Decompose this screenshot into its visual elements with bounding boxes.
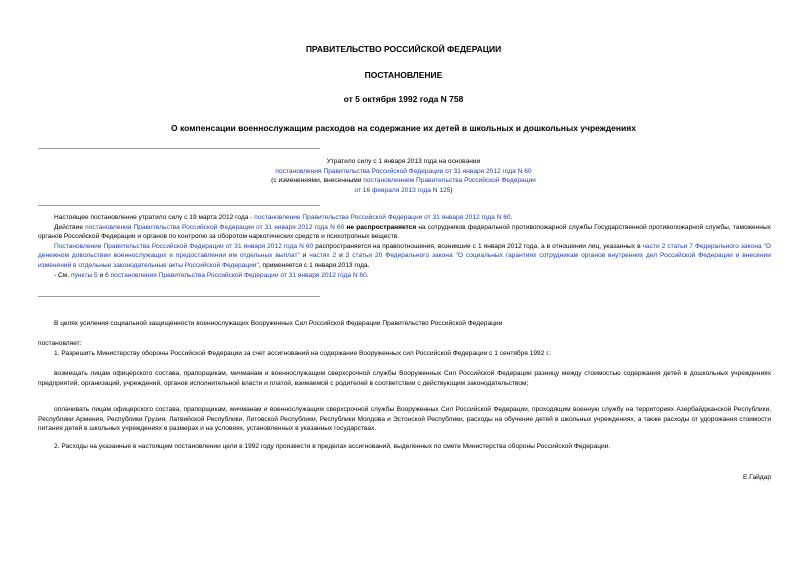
status-link-decree-125[interactable]: постановлением Правительства Российской Федерации bbox=[363, 177, 536, 185]
document-date-number: от 5 октября 1992 года N 758 bbox=[343, 94, 464, 104]
document-title: О компенсации военнослужащим расходов на содержание их детей в школьных и дошкольных учреждениях bbox=[171, 123, 636, 133]
note-text: Настоящее постановление утратило силу с 19 марта 2012 года - bbox=[54, 214, 255, 221]
note-text: - См. bbox=[54, 271, 71, 279]
note-text: на сотрудников федеральной противопожарной службы Государственной противопожарной службы, таможенных органов Российской Федерации и органов по контролю за оборотом наркотических средств и психотропных веществ. bbox=[38, 223, 771, 241]
note-text: распространяется на правоотношения, возникшие с 1 января 2012 года, а в отношении лиц, указанных в bbox=[313, 242, 643, 250]
note-link-decree-60[interactable]: постановление Правительства Российской Федерации от 31 января 2012 года N 60 bbox=[254, 214, 511, 221]
note-link-item-5[interactable]: пункты 5 bbox=[71, 271, 98, 279]
note-link-item-6[interactable]: 6 постановления Правительства Российской Федерации от 31 января 2012 года N 60 bbox=[105, 271, 367, 279]
item-1: 1. Разрешить Министерству обороны Российской Федерации за счет ассигнований на содержание Вооруженных сил Российской Федерации с 1 сентября 1992 г.: bbox=[54, 350, 552, 357]
status-link-decree-60[interactable]: постановления Правительства Российской Федерации от 31 января 2012 года N 60 bbox=[275, 167, 532, 175]
note-see-also bbox=[38, 271, 771, 281]
status-link-decree-125-date[interactable]: от 16 февраля 2013 года N 125 bbox=[354, 186, 451, 194]
document-type: ПОСТАНОВЛЕНИЕ bbox=[364, 70, 443, 80]
note-text: . bbox=[366, 271, 369, 279]
signature: Е.Гайдар bbox=[743, 474, 771, 481]
note-text: и bbox=[336, 252, 346, 260]
note-text: , применяется с 1 января 2013 года. bbox=[258, 261, 370, 269]
note-repealed bbox=[38, 213, 771, 223]
item-1-b: оплачивать лицам офицерского состава, прапорщикам, мичманам и военнослужащим сверхсрочной службы Вооруженных Сил Российской Федерации, проходящим военную службу на территориях Азербайджанской Республики, Республики Армения, Республики Грузия, Латвийской Республики, Литовской Республики, Республики Молдова и Эстонской Республики, расходы на обучение детей в школьных учреждениях, а также расходы от удорожания стоимости питания детей в школьных учреждениях в размерах и на условиях, установленных в указанных государствах. bbox=[38, 406, 771, 433]
divider bbox=[38, 205, 320, 206]
status-line-1: Утратило силу с 1 января 2013 года на основании bbox=[326, 158, 481, 165]
status-line-4-end: ) bbox=[450, 186, 453, 194]
government-heading: ПРАВИТЕЛЬСТВО РОССИЙСКОЙ ФЕДЕРАЦИИ bbox=[305, 44, 502, 54]
decree-word: постановляет: bbox=[38, 340, 82, 347]
note-text: . bbox=[510, 214, 513, 221]
note-text: и bbox=[299, 252, 310, 260]
note-link-law-part-2[interactable]: частях 2 bbox=[309, 252, 337, 260]
item-2: 2. Расходы на указанные в настоящем постановлении цели в 1992 году произвести в пределах ассигнований, выделенных по смете Министерства обороны Российской Федерации. bbox=[54, 443, 611, 450]
divider bbox=[38, 296, 320, 297]
preamble: В целях усиления социальной защищенности военнослужащих Вооруженных Сил Российской Федерации Правительство Российской Федерации bbox=[54, 320, 503, 327]
note-link-decree-60[interactable]: постановления Правительства Российской Федерации от 31 января 2012 года N 60 bbox=[85, 223, 345, 231]
note-link-law-guarantees[interactable]: 3 статьи 20 Федерального закона "О социальных гарантиях сотрудникам органов внутренних дел Российской Федерации и внесении изменений в отдельные законодательные акты Российской Федерации" bbox=[38, 252, 771, 269]
note-not-applicable bbox=[38, 223, 771, 242]
note-link-law-allowance[interactable]: части 2 статьи 7 Федерального закона "О денежном довольствии военнослужащих и предоставлении им отдельных выплат" bbox=[38, 242, 771, 260]
note-text: и bbox=[97, 271, 106, 279]
item-1-a: возмещать лицам офицерского состава, прапорщикам, мичманам и военнослужащим сверхсрочной службы Вооруженных Сил Российской Федерации разницу между стоимостью содержания детей в дошкольных учреждениях предприятий, организаций, учреждений, органов исполнительной власти и платой, взимаемой с родителей в соответствии с действующим законодательством; bbox=[38, 370, 771, 387]
note-text: Действие bbox=[54, 223, 86, 231]
editorial-notes bbox=[38, 213, 771, 280]
status-line-3-text: (с изменениями, внесенными bbox=[271, 177, 364, 185]
note-applies bbox=[38, 242, 771, 271]
status-note bbox=[0, 157, 807, 195]
note-link-decree-60[interactable]: Постановление Правительства Российской Федерации от 31 января 2012 года N 60 bbox=[54, 242, 314, 250]
note-bold-text: не распространяется bbox=[344, 223, 417, 231]
divider bbox=[38, 148, 320, 149]
